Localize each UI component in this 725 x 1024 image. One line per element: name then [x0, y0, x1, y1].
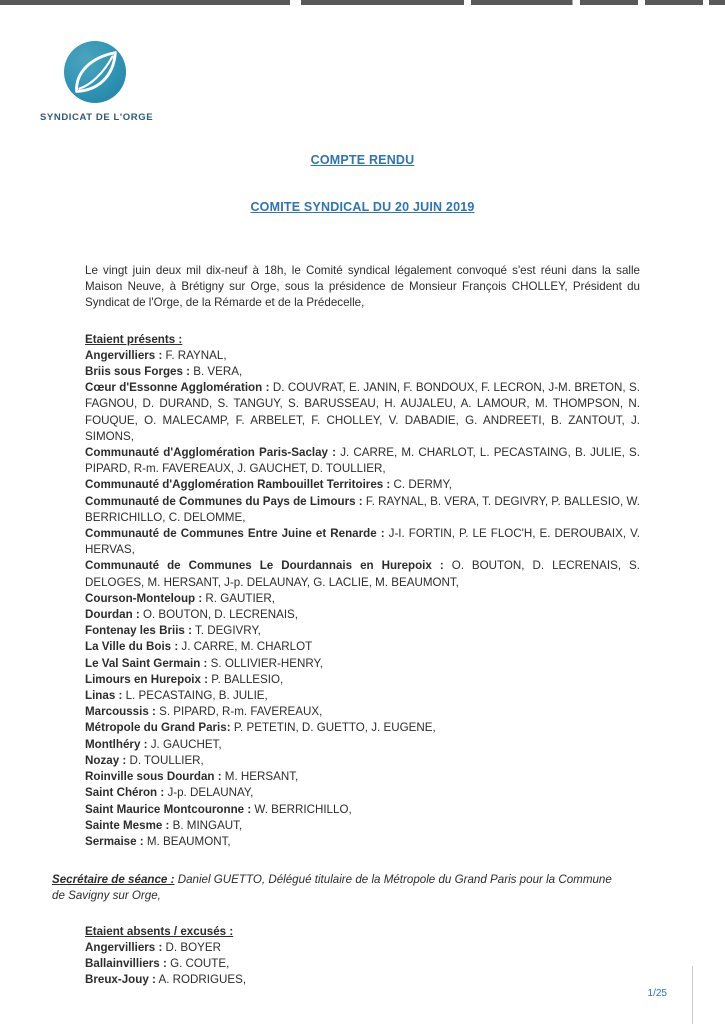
commune-label: Communauté de Communes Le Dourdannais en Hurepoix :: [85, 559, 444, 573]
commune-label: Montlhéry :: [85, 737, 148, 751]
logo-circle: [64, 41, 126, 103]
present-attendee-row: La Ville du Bois : J. CARRE, M. CHARLOT: [85, 640, 313, 654]
commune-label: Linas :: [85, 689, 123, 703]
present-attendee-row: Linas : L. PECASTAING, B. JULIE,: [85, 689, 268, 703]
commune-label: Sainte Mesme :: [85, 818, 170, 832]
commune-label: Saint Maurice Montcouronne :: [85, 802, 252, 816]
scan-artifact-right-edge: [692, 966, 693, 1024]
present-attendee-row: Dourdan : O. BOUTON, D. LECRENAIS,: [85, 608, 299, 622]
commune-label: Le Val Saint Germain :: [85, 656, 208, 670]
commune-label: Cœur d'Essonne Agglomération :: [85, 381, 270, 395]
absent-attendee-row: Ballainvilliers : G. COUTE,: [85, 956, 230, 970]
secretary-text: Daniel GUETTO, Délégué titulaire de la Métropole du Grand Paris pour la Commune de Savigny sur Orge,: [52, 873, 612, 903]
commune-label: Marcoussis :: [85, 705, 156, 719]
commune-label: Courson-Monteloup :: [85, 591, 203, 605]
present-attendee-row: Communauté de Communes Le Dourdannais en Hurepoix : O. BOUTON, D. LECRENAIS, S. DELOGES, M. HERSANT, J-p. DELAUNAY, G. LACLIE, M. BEAUMONT,: [85, 559, 640, 589]
present-attendee-row: Marcoussis : S. PIPARD, R-m. FAVEREAUX,: [85, 705, 323, 719]
commune-label: Sermaise :: [85, 834, 144, 848]
commune-label: Saint Chéron :: [85, 786, 165, 800]
presents-list: [85, 348, 640, 850]
page-number: 1/25: [647, 988, 667, 999]
commune-label: Angervilliers :: [85, 348, 163, 362]
commune-label: Roinville sous Dourdan :: [85, 770, 222, 784]
commune-label: Nozay :: [85, 753, 127, 767]
present-attendee-row: Le Val Saint Germain : S. OLLIVIER-HENRY,: [85, 656, 323, 670]
logo-text: SYNDICAT DE L'ORGE: [40, 112, 154, 123]
presents-heading: Etaient présents :: [85, 332, 183, 346]
commune-label: Communauté d'Agglomération Rambouillet Territoires :: [85, 478, 391, 492]
commune-label: Breux-Jouy :: [85, 973, 156, 987]
present-attendee-row: Courson-Monteloup : R. GAUTIER,: [85, 591, 275, 605]
leaf-icon: [64, 41, 126, 103]
absent-attendee-row: Angervilliers : D. BOYER: [85, 940, 221, 954]
document-title: COMPTE RENDU: [310, 153, 415, 167]
present-attendee-row: Métropole du Grand Paris: P. PETETIN, D. GUETTO, J. EUGENE,: [85, 721, 436, 735]
present-attendee-row: Sermaise : M. BEAUMONT,: [85, 834, 231, 848]
commune-label: La Ville du Bois :: [85, 640, 179, 654]
absents-list: [85, 940, 640, 989]
secretary-line: [52, 872, 624, 904]
present-attendee-row: Montlhéry : J. GAUCHET,: [85, 737, 222, 751]
commune-label: Communauté d'Agglomération Paris-Saclay :: [85, 446, 337, 460]
present-attendee-row: Communauté d'Agglomération Paris-Saclay : J. CARRE, M. CHARLOT, L. PECASTAING, B. JULIE, S. PIPARD, R-m. FAVEREAUX, J. GAUCHET, D. TOULLIER,: [85, 446, 640, 476]
intro-paragraph: Le vingt juin deux mil dix-neuf à 18h, le Comité syndical légalement convoqué s'est réuni dans la salle Maison Neuve, à Brétigny sur Orge, sous la présidence de Monsieur François CHOLLEY, Président du Syndicat de l'Orge, de la Rémarde et de la Prédecelle,: [85, 264, 640, 310]
scan-artifact-top-edge: [0, 0, 725, 5]
document-subtitle: COMITE SYNDICAL DU 20 JUIN 2019: [250, 200, 475, 214]
present-attendee-row: Angervilliers : F. RAYNAL,: [85, 348, 227, 362]
present-attendee-row: Briis sous Forges : B. VERA,: [85, 365, 243, 379]
commune-label: Métropole du Grand Paris:: [85, 721, 231, 735]
present-attendee-row: Communauté de Communes Entre Juine et Renarde : J-I. FORTIN, P. LE FLOC'H, E. DEROUBAIX, V. HERVAS,: [85, 527, 641, 557]
present-attendee-row: Nozay : D. TOULLIER,: [85, 753, 204, 767]
present-attendee-row: Communauté de Communes du Pays de Limours : F. RAYNAL, B. VERA, T. DEGIVRY, P. BALLESIO, W. BERRICHILLO, C. DELOMME,: [85, 494, 640, 524]
commune-label: Limours en Hurepoix :: [85, 672, 209, 686]
present-attendee-row: Sainte Mesme : B. MINGAUT,: [85, 818, 243, 832]
commune-label: Fontenay les Briis :: [85, 624, 192, 638]
present-attendee-row: Saint Maurice Montcouronne : W. BERRICHILLO,: [85, 802, 352, 816]
absent-attendee-row: Breux-Jouy : A. RODRIGUES,: [85, 973, 247, 987]
commune-label: Communauté de Communes du Pays de Limours :: [85, 494, 363, 508]
secretary-label: Secrétaire de séance :: [52, 873, 175, 887]
present-attendee-row: Saint Chéron : J-p. DELAUNAY,: [85, 786, 254, 800]
absents-heading: Etaient absents / excusés :: [85, 924, 234, 938]
present-attendee-row: Fontenay les Briis : T. DEGIVRY,: [85, 624, 261, 638]
commune-label: Angervilliers :: [85, 940, 163, 954]
syndicat-orge-logo: [40, 41, 154, 123]
present-attendee-row: Cœur d'Essonne Agglomération : D. COUVRAT, E. JANIN, F. BONDOUX, F. LECRON, J-M. BRETON, S. FAGNOU, D. DURAND, S. TANGUY, S. BARUSSEAU, H. AUJALEU, A. LAMOUR, M. THOMPSON, N. FOUQUE, O. MALECAMP, F. ARBELET, F. CHOLLEY, V. DABADIE, G. ANDREETI, B. ZANTOUT, J. SIMONS,: [85, 381, 640, 443]
commune-label: Communauté de Communes Entre Juine et Renarde :: [85, 527, 385, 541]
present-attendee-row: Communauté d'Agglomération Rambouillet Territoires : C. DERMY,: [85, 478, 452, 492]
present-attendee-row: Roinville sous Dourdan : M. HERSANT,: [85, 770, 299, 784]
present-attendee-row: Limours en Hurepoix : P. BALLESIO,: [85, 672, 284, 686]
commune-label: Dourdan :: [85, 608, 140, 622]
commune-label: Briis sous Forges :: [85, 365, 191, 379]
commune-label: Ballainvilliers :: [85, 956, 167, 970]
